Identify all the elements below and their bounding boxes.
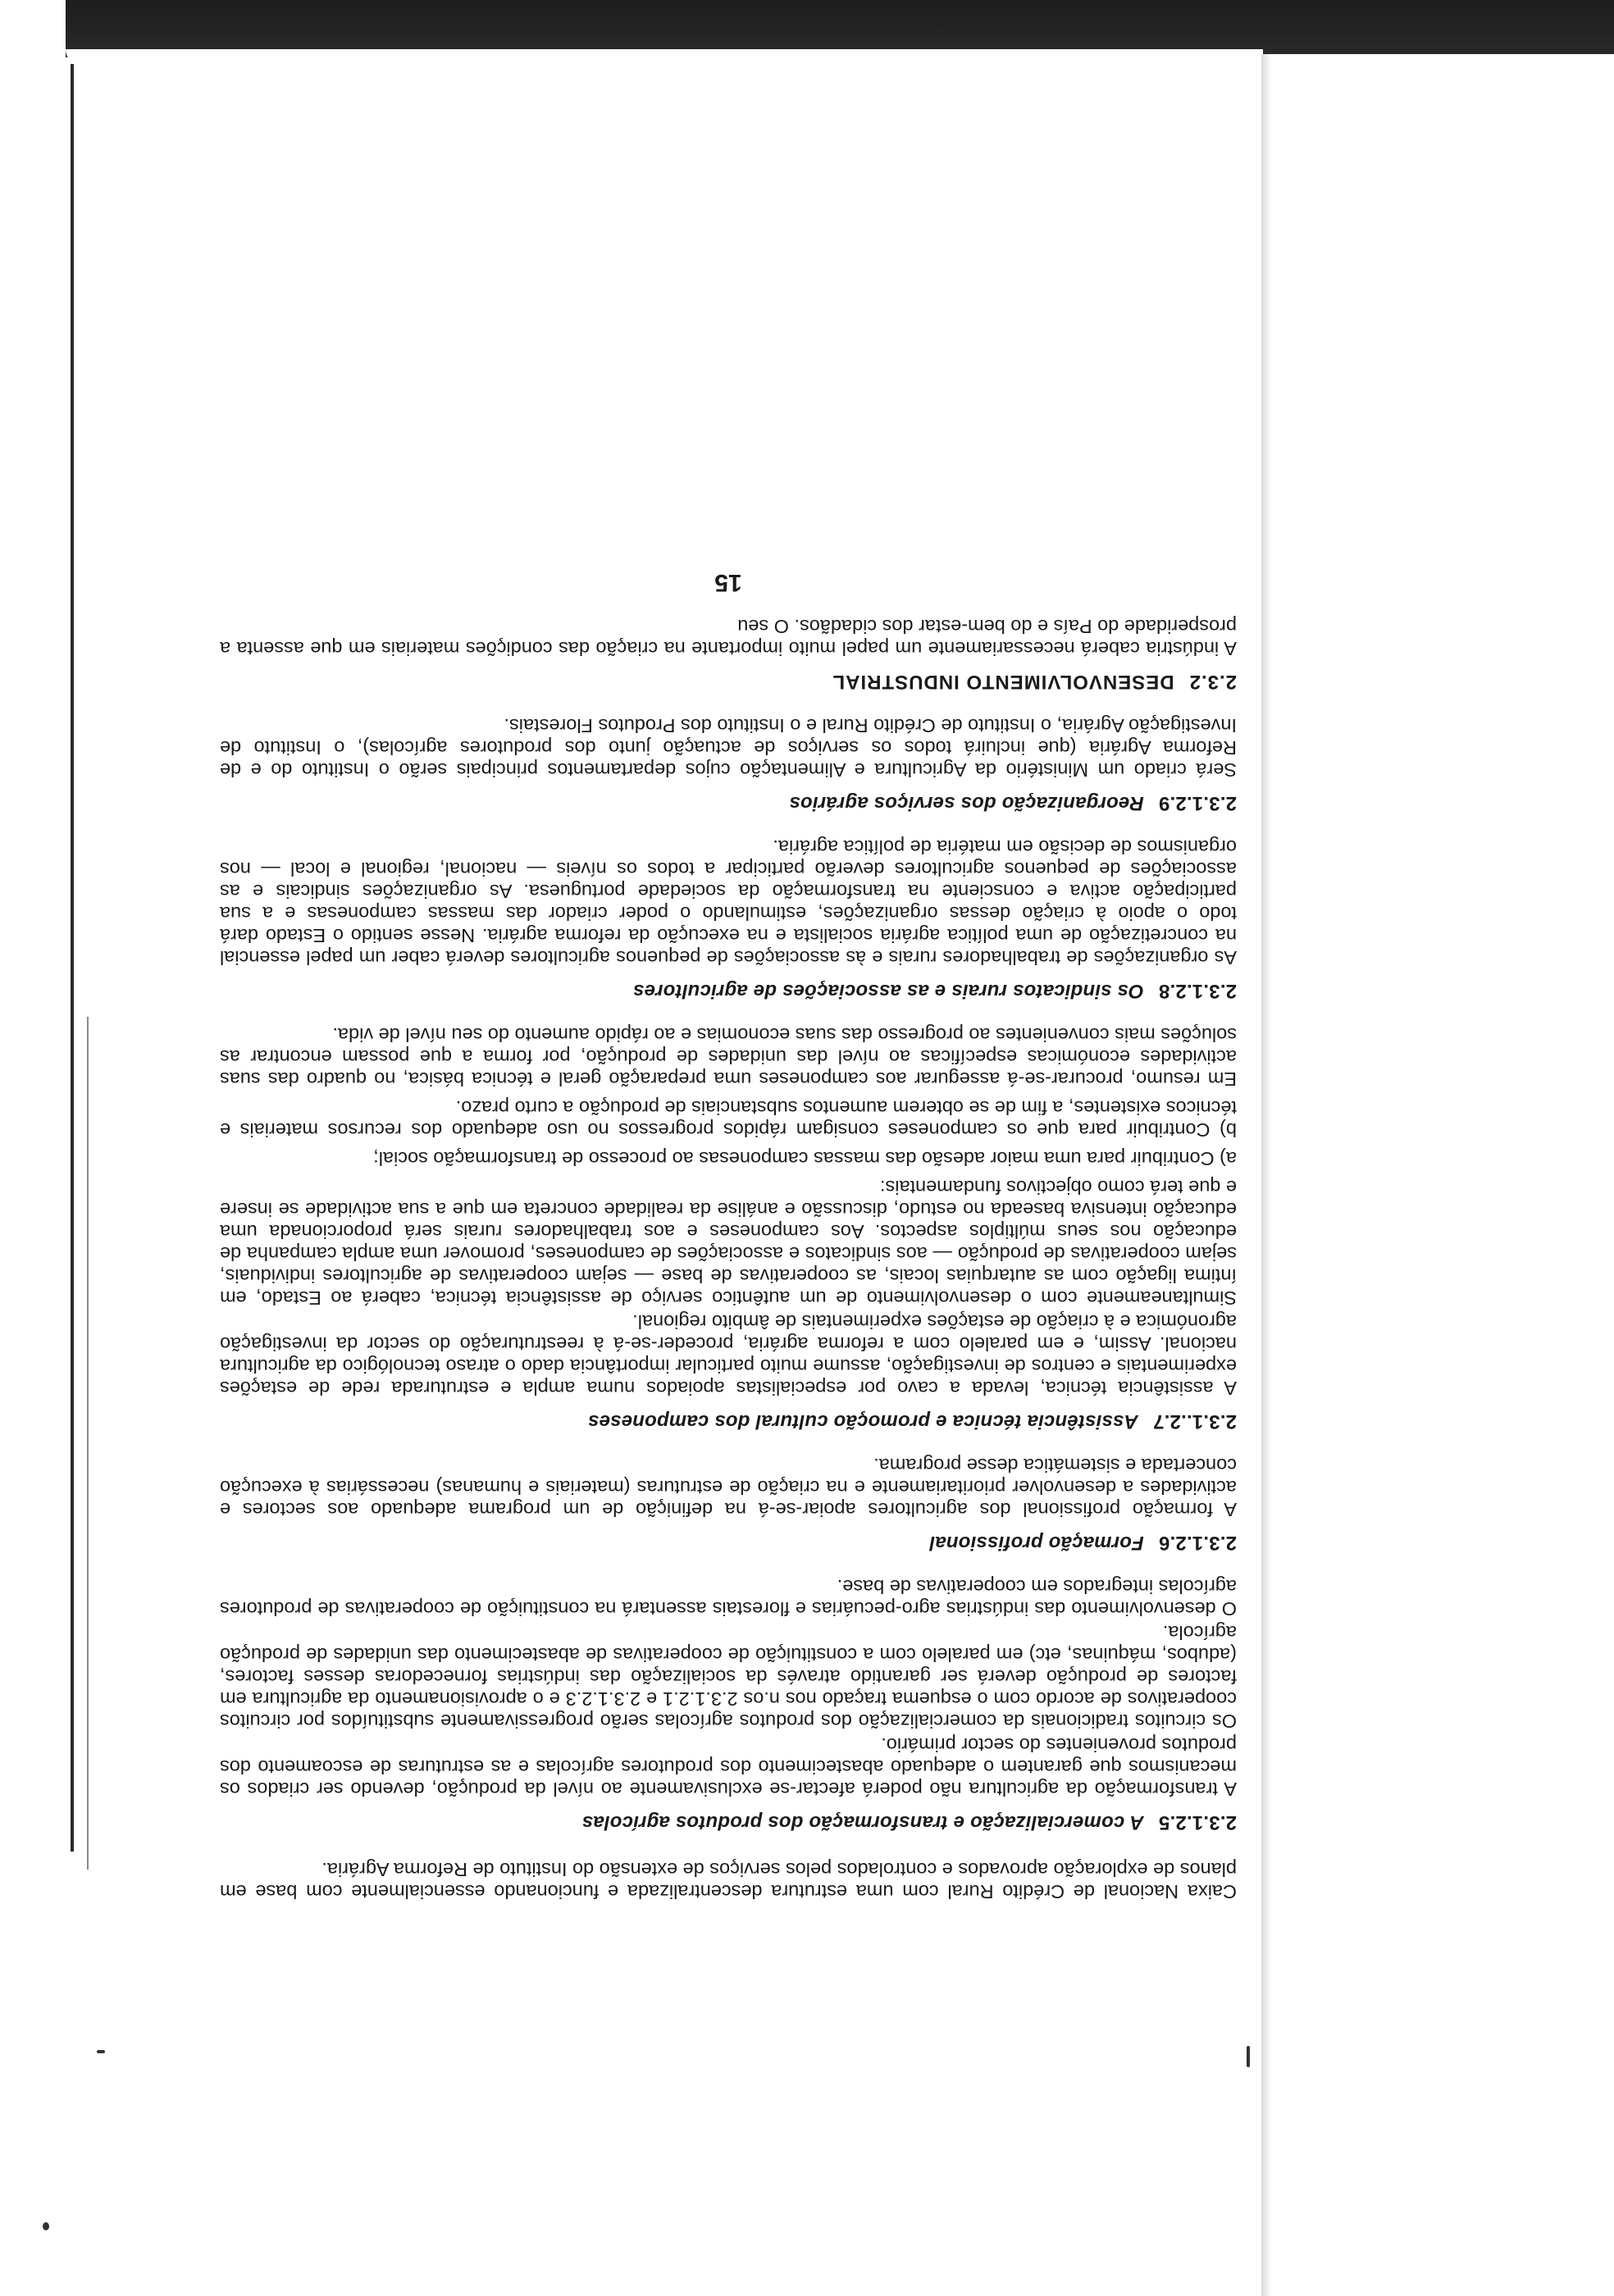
page-number: 15	[714, 569, 742, 596]
paragraph: A assistência técnica, levada a cavo por especialistas apoiados numa ampla e estruturada rede de estações experimentais e centros de investigação, assume muito particular importância dado o atraso tecnológico da agricultura nacional. Assim, e em paralelo com a reforma agrária, proceder-se-á à reestruturação do sector da investigação agronómica e à criação de estações experimentais de âmbito regional.	[220, 1311, 1237, 1399]
rotated-document-page	[220, 139, 1237, 1902]
section-number: 2.3.1.2.9	[1158, 792, 1237, 814]
section-number: 2.3.1.2.8	[1158, 980, 1237, 1002]
section-heading	[220, 1811, 1237, 1834]
paragraph: Simultaneamente com o desenvolvimento de um autêntico serviço de assistência técnica, caberá ao Estado, em íntima ligação com as autarquias locais, as cooperativas de base — sejam cooperativas de agricultores individuais, sejam cooperativas de produção — aos sindicatos e associações de camponeses, promover uma ampla campanha de educação nos seus múltiplos aspectos. Aos camponeses e aos trabalhadores rurais será proporcionada uma educação intensiva baseada no estudo, discussão e análise da realidade concreta em que a sua actividade se insere e que terá como objectivos fundamentais:	[220, 1177, 1237, 1309]
section-heading	[220, 1532, 1237, 1554]
scan-speck	[1247, 2046, 1250, 2067]
section-2-3-1-2-5	[220, 1575, 1237, 1834]
section-heading	[220, 1410, 1237, 1433]
paragraph-summary: Em resumo, procurar-se-á assegurar aos camponeses uma preparação geral e técnica básica, no quadro das suas actividades económicas específicas ao nível das unidades de produção, por forma a que possam encontrar as soluções mais convenientes ao progresso das suas economias e ao rápido aumento do seu nível de vida.	[220, 1024, 1237, 1090]
section-heading	[220, 792, 1237, 814]
section-title: DESENVOLVIMENTO INDUSTRIAL	[832, 671, 1174, 693]
section-2-3-1-2-9	[220, 714, 1237, 814]
list-item-a: a) Contribuir para uma maior adesão das massas camponesas ao processo de transformação social;	[373, 1148, 1237, 1169]
scan-left-faint-line	[87, 1017, 89, 1870]
scan-right-shadow	[1261, 54, 1614, 2296]
paragraph: O desenvolvimento das indústrias agro-pecuárias e florestais assentará na constituição de cooperativas de produtores agrícolas integrados em cooperativas de base.	[220, 1576, 1237, 1620]
paragraph: A indústria caberá necessariamente um papel muito importante na criação das condições materiais em que assenta a prosperidade do País e do bem-estar dos cidadãos. O seu	[220, 616, 1237, 659]
section-2-3-1-2-7	[220, 1023, 1237, 1433]
section-2-3-2	[220, 615, 1237, 693]
section-number: 2.3.1.2.5	[1158, 1811, 1237, 1834]
scan-left-binding-line	[71, 64, 74, 1852]
section-title: Assistência técnica e promoção cultural dos camponeses	[587, 1410, 1138, 1433]
scan-speck	[97, 2050, 105, 2053]
paragraph: As organizações de trabalhadores rurais e às associações de pequenos agricultores deverá caber um papel essencial na concretização de uma política agrária socialista e na execução da reforma agrária. Nesse sentido o Estado dará todo o apoio à criação dessas organizações, estimulando o poder criador das massas camponesas e a sua participação activa e consciente na transformação da sociedade portuguesa. As organizações sindicais e as associações de pequenos agricultores deverão participar a todos os níveis — nacional, regional e local — nos organismos de decisão em matéria de política agrária.	[220, 836, 1237, 968]
section-2-3-1-2-8	[220, 836, 1237, 1002]
section-title: Os sindicatos rurais e as associações de agricultores	[632, 980, 1144, 1002]
section-title: A comercialização e transformação dos produtos agrícolas	[581, 1811, 1144, 1834]
scan-top-border-edge	[66, 49, 1263, 66]
paragraph: Será criado um Ministério da Agricultura e Alimentação cujos departamentos principais serão o Instituto do e de Reforma Agrária (que incluirá todos os serviços de actuação junto dos produtores agrícolas), o Instituto de Investigação Agrária, o Instituto de Crédito Rural e o Instituto dos Produtos Florestais.	[220, 715, 1237, 781]
section-title: Reorganização dos serviços agrários	[789, 792, 1144, 814]
section-2-3-1-2-6	[220, 1454, 1237, 1554]
section-heading	[220, 980, 1237, 1002]
section-number: 2.3.2	[1188, 671, 1237, 693]
paragraph: A formação profissional dos agricultores apoiar-se-á na definição de um programa adequado aos sectores e actividades a desenvolver prioritariamente e na criação de estruturas (materiais e humanas) necessárias à execução concertada e sistemática desse programa.	[220, 1455, 1237, 1520]
list-item-b: b) Contribuir para que os camponeses consigam rápidos progressos no uso adequado dos recursos materiais e técnicos existentes, a fim de se obterem aumentos substanciais de produção a curto prazo.	[220, 1097, 1237, 1141]
scan-speck	[43, 2222, 49, 2230]
paragraph: Os circuitos tradicionais da comercialização dos produtos agrícolas serão progressivamente substituídos por circuitos cooperativos de acordo com o esquema traçado nos n.os 2.3.1.2.1 e 2.3.1.2.3 e o aprovisionamento da agricultura em factores de produção deverá ser garantido através da socialização das indústrias fornecedoras desses factores, (adubos, máquinas, etc) em paralelo com a constituição de cooperativas de abastecimento das unidades de produção agrícola.	[220, 1622, 1237, 1732]
section-number: 2.3.1..2.7	[1152, 1410, 1237, 1433]
section-heading	[220, 671, 1237, 693]
opening-paragraph: Caixa Nacional de Crédito Rural com uma estrutura descentralizada e funcionando essencialmente com base em planos de exploração aprovados e controlados pelos serviços de extensão do Instituto de Reforma Agrária.	[220, 1859, 1237, 1902]
section-title: Formação profissional	[929, 1532, 1144, 1554]
paragraph: A transformação da agricultura não poderá afectar-se exclusivamente ao nível da produção, devendo ser criados os mecanismos que garantem o adequado abastecimento dos produtores agrícolas e as estruturas de escoamento dos produtos provenientes do sector primário.	[220, 1734, 1237, 1800]
section-number: 2.3.1.2.6	[1158, 1532, 1237, 1554]
